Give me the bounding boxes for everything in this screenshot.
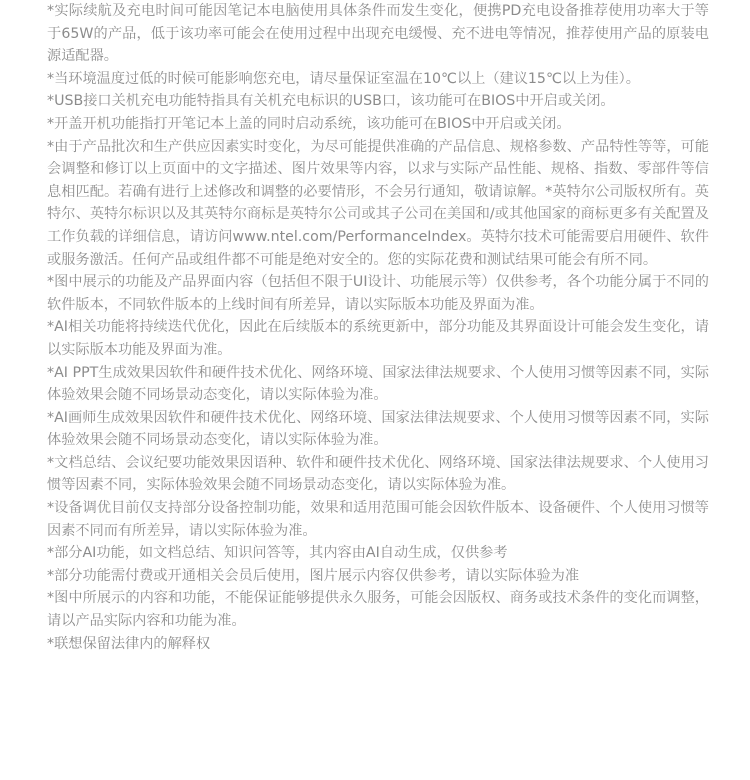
- note-ai-ppt: *AI PPT生成效果因软件和硬件技术优化、网络环境、国家法律法规要求、个人使用习惯等因素不同，实际体验效果会随不同场景动态变化，请以实际体验为准。: [47, 364, 709, 404]
- note-doc-summary: *文档总结、会议纪要功能效果因语种、软件和硬件技术优化、网络环境、国家法律法规要求、个人使用习惯等因素不同，实际体验效果会随不同场景动态变化，请以实际体验为准。: [47, 454, 709, 494]
- note-service-changes: *图中所展示的内容和功能，不能保证能够提供永久服务，可能会因版权、商务或技术条件的变化而调整，请以产品实际内容和功能为准。: [47, 590, 709, 630]
- note-charging-time: *实际续航及充电时间可能因笔记本电脑使用具体条件而发生变化，便携PD充电设备推荐使用功率大于等于65W的产品，低于该功率可能会在使用过程中出现充电缓慢、充不进电等情况，推荐使用产品的原装电源适配器。: [47, 3, 709, 65]
- note-lid-open-boot: *开盖开机功能指打开笔记本上盖的同时启动系统，该功能可在BIOS中开启或关闭。: [47, 115, 571, 132]
- note-product-info-intel: *由于产品批次和生产供应因素实时变化，为尽可能提供准确的产品信息、规格参数、产品特性等等，可能会调整和修订以上页面中的文字描述、图片效果等内容，以求与实际产品性能、规格、指数、零部件等信息相匹配。若确有进行上述修改和调整的必要情形，不会另行通知，敬请谅解。*英特尔公司版权所有。英特尔、英特尔标识以及其英特尔商标是英特尔公司或其子公司在美国和/或其他国家的商标更多有关配置及工作负载的详细信息，请访问www.ntel.com/PerformanceIndex。英特尔技术可能需要启用硬件、软件或服务激活。任何产品或组件都不可能是绝对安全的。您的实际花费和测试结果可能会有所不同。: [47, 138, 709, 268]
- note-temperature: *当环境温度过低的时候可能影响您充电，请尽量保证室温在10℃以上（建议15℃以上为佳）。: [47, 70, 640, 87]
- note-usb-charging: *USB接口关机充电功能特指具有关机充电标识的USB口，该功能可在BIOS中开启或关闭。: [47, 93, 615, 110]
- note-device-tuning: *设备调优目前仅支持部分设备控制功能，效果和适用范围可能会因软件版本、设备硬件、个人使用习惯等因素不同而有所差异，请以实际体验为准。: [47, 500, 709, 539]
- note-paid-features: *部分功能需付费或开通相关会员后使用，图片展示内容仅供参考，请以实际体验为准: [47, 567, 580, 584]
- note-interpretation-right: *联想保留法律内的解释权: [47, 635, 211, 652]
- note-ai-iteration: *AI相关功能将持续迭代优化，因此在后续版本的系统更新中，部分功能及其界面设计可能会发生变化，请以实际版本功能及界面为准。: [47, 319, 709, 358]
- disclaimer-notes: [47, 0, 709, 655]
- note-ai-painter: *AI画师生成效果因软件和硬件技术优化、网络环境、国家法律法规要求、个人使用习惯等因素不同，实际体验效果会随不同场景动态变化，请以实际体验为准。: [47, 409, 709, 449]
- note-ai-generated: *部分AI功能，如文档总结、知识问答等，其内容由AI自动生成，仅供参考: [47, 545, 508, 562]
- note-ui-display: *图中展示的功能及产品界面内容（包括但不限于UI设计、功能展示等）仅供参考，各个功能分属于不同的软件版本，不同软件版本的上线时间有所差异，请以实际版本功能及界面为准。: [47, 274, 709, 313]
